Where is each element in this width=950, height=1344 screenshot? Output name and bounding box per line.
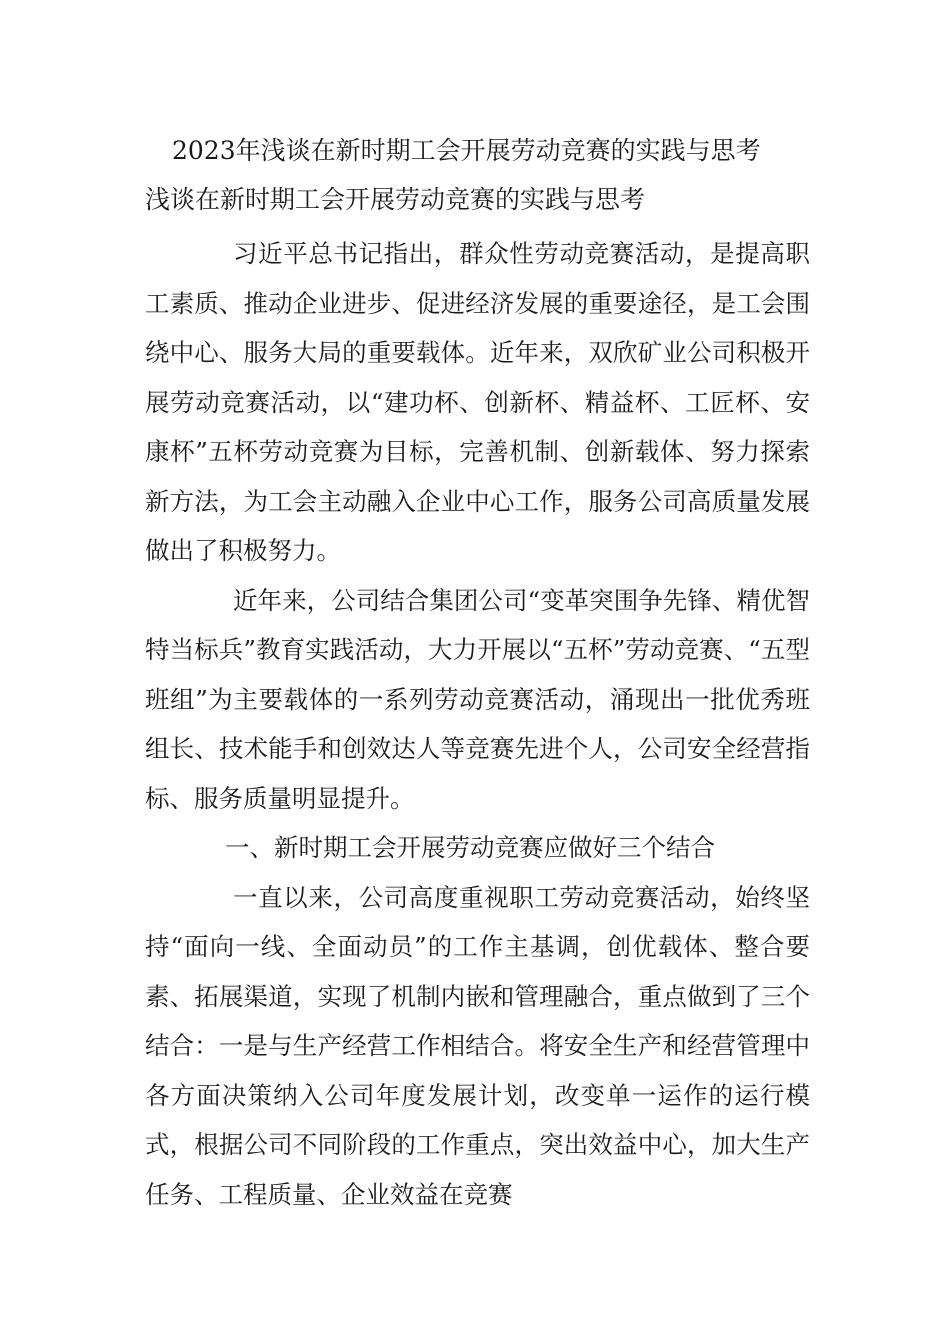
document-subtitle: 浅谈在新时期工会开展劳动竞赛的实践与思考: [145, 185, 646, 214]
document-body: [145, 229, 810, 1219]
document-title: 2023年浅谈在新时期工会开展劳动竞赛的实践与思考: [172, 136, 761, 165]
body-paragraph: 一直以来，公司高度重视职工劳动竞赛活动，始终坚持“面向一线、全面动员”的工作主基调，创优载体、整合要素、拓展渠道，实现了机制内嵌和管理融合，重点做到了三个结合：一是与生产经营工作相结合。将安全生产和经营管理中各方面决策纳入公司年度发展计划，改变单一运作的运行模式，根据公司不同阶段的工作重点，突出效益中心，加大生产任务、工程质量、企业效益在竞赛: [145, 882, 810, 1209]
body-paragraph: 近年来，公司结合集团公司“变革突围争先锋、精优智特当标兵”教育实践活动，大力开展以“五杯”劳动竞赛、“五型班组”为主要载体的一系列劳动竞赛活动，涌现出一批优秀班组长、技术能手和创效达人等竞赛先进个人，公司安全经营指标、服务质量明显提升。: [145, 585, 810, 813]
body-paragraph: 习近平总书记指出，群众性劳动竞赛活动，是提高职工素质、推动企业进步、促进经济发展的重要途径，是工会围绕中心、服务大局的重要载体。近年来，双欣矿业公司积极开展劳动竞赛活动，以“建功杯、创新杯、精益杯、工匠杯、安康杯”五杯劳动竞赛为目标，完善机制、创新载体、努力探索新方法，为工会主动融入企业中心工作，服务公司高质量发展做出了积极努力。: [145, 239, 810, 565]
section-heading: 一、新时期工会开展劳动竞赛应做好三个结合: [225, 833, 715, 862]
